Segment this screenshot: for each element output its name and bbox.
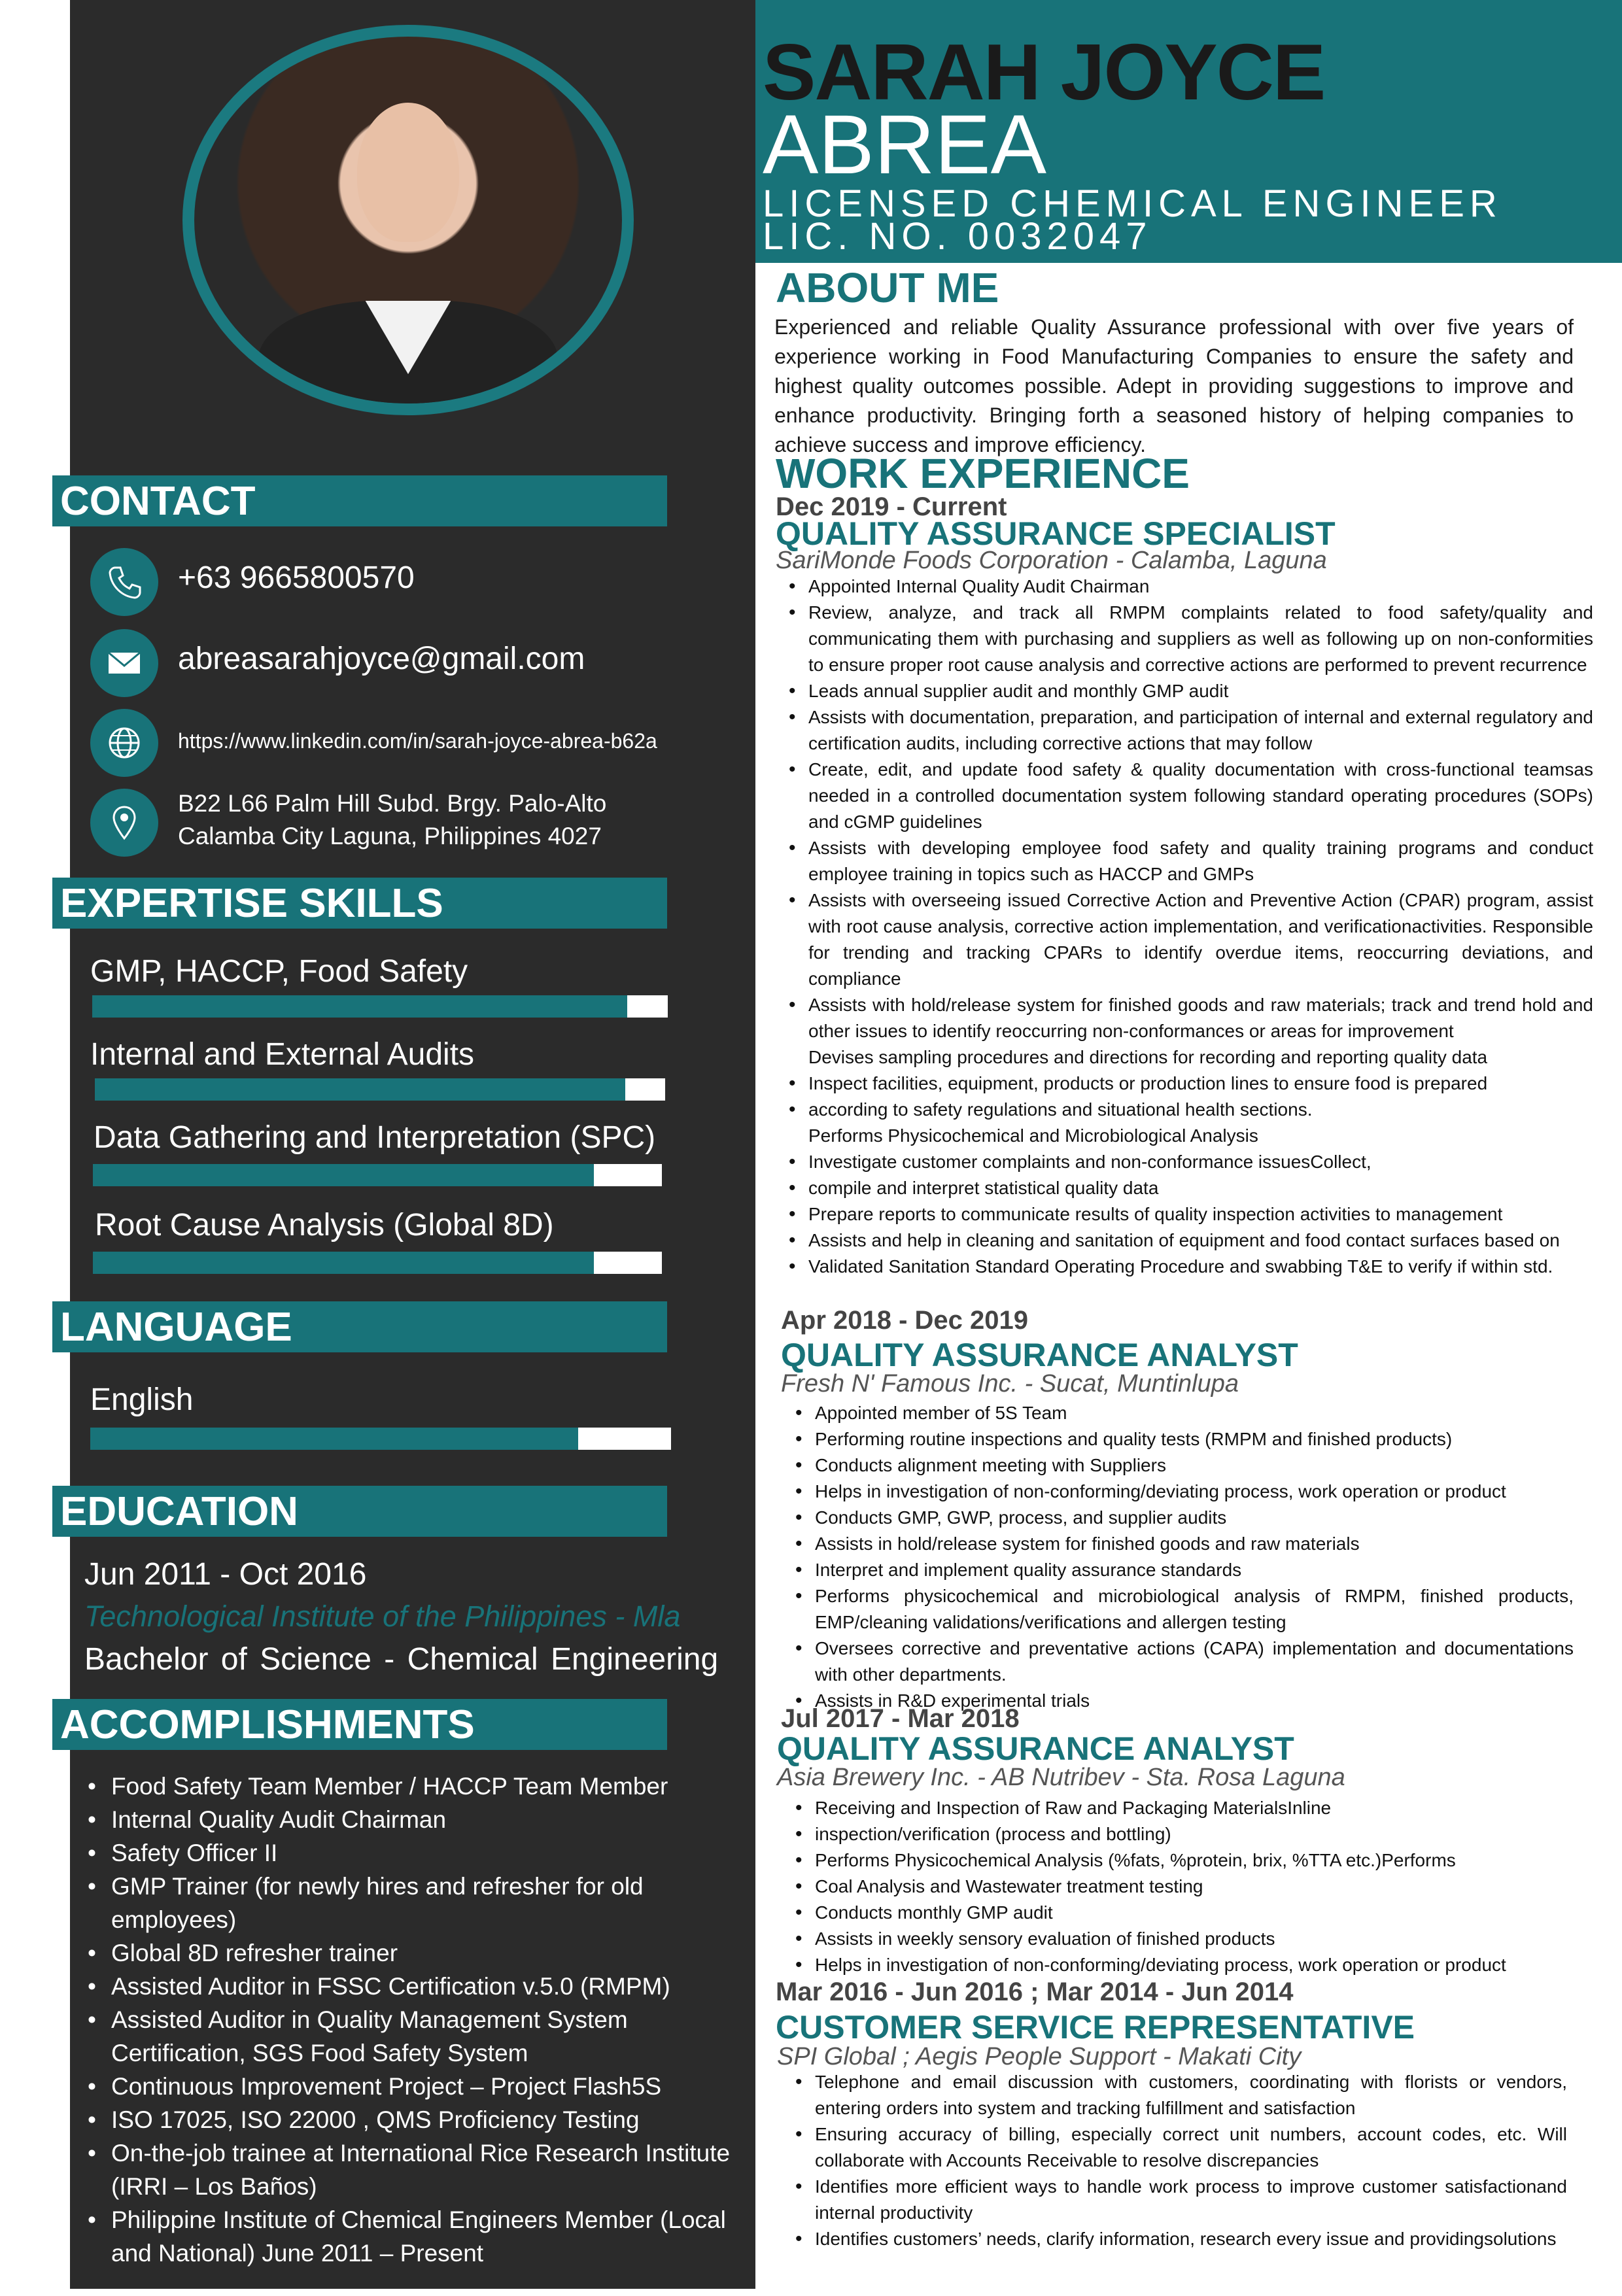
location-icon-badge [90, 789, 158, 857]
list-item: • Safety Officer II [88, 1836, 742, 1870]
profile-photo [194, 37, 622, 403]
list-item: • Inspect facilities, equipment, products or production lines to ensure food is prepared [808, 1071, 1593, 1097]
mail-icon-badge [90, 629, 158, 697]
list-item: • Assists and help in cleaning and sanitation of equipment and food contact surfaces based on [808, 1227, 1593, 1254]
list-item: • Assists with hold/release system for finished goods and raw materials; track and trend hold and other issues to identify reoccurring non-conformances or areas for improvement [808, 992, 1593, 1044]
job-duties [815, 1795, 1593, 1978]
list-item: • Assists with documentation, preparation, and participation of internal and external regulatory and certification audits, including corrective actions that may follow [808, 704, 1593, 757]
profile-photo-frame [182, 25, 634, 415]
list-item: • Conducts monthly GMP audit [815, 1900, 1593, 1926]
job-dates: Dec 2019 - Current [776, 492, 1007, 521]
accomplishments-heading: ACCOMPLISHMENTS [52, 1699, 667, 1750]
globe-icon-badge [90, 709, 158, 777]
license-number: LIC. NO. 0032047 [763, 215, 1152, 258]
skill-label: Internal and External Audits [90, 1037, 475, 1072]
list-item: • Leads annual supplier audit and monthly GMP audit [808, 678, 1593, 704]
list-item: • Appointed Internal Quality Audit Chairman [808, 574, 1593, 600]
list-item: • Identifies more efficient ways to handle work process to improve customer satisfactionand internal productivity [815, 2174, 1567, 2226]
education-degree: Bachelor of Science - Chemical Engineering [84, 1642, 719, 1677]
list-item: • Assists with overseeing issued Corrective Action and Preventive Action (CPAR) program, assist with root cause analysis, corrective action implementation, and verificationactivities. Responsible for trending and tracking CPARs to identify overdue items, reoccurring deviations, and compliance [808, 887, 1593, 992]
list-item: • Review, analyze, and track all RMPM complaints related to food safety/quality and communicating them with purchasing and suppliers as well as following up on non-conformities to ensure proper root cause analysis and corrective actions are performed to prevent recurrence [808, 600, 1593, 678]
skill-bar [92, 995, 668, 1018]
list-item: • Validated Sanitation Standard Operating Procedure and swabbing T&E to verify if within std. [808, 1254, 1593, 1280]
phone-icon [105, 562, 144, 602]
list-item: • Prepare reports to communicate results of quality inspection activities to management [808, 1201, 1593, 1227]
phone-number[interactable]: +63 9665800570 [178, 560, 415, 595]
list-item: • Performs Physicochemical Analysis (%fats, %protein, brix, %TTA etc.)Performs [815, 1847, 1593, 1874]
job-duties [815, 1400, 1574, 1714]
name-last: ABREA [763, 98, 1046, 192]
list-item: • Interpret and implement quality assurance standards [815, 1557, 1574, 1583]
skill-label: Data Gathering and Interpretation (SPC) [94, 1120, 656, 1155]
education-heading: EDUCATION [52, 1486, 667, 1537]
list-item: • Assists with developing employee food safety and quality training programs and conduct employee training in topics such as HACCP and GMPs [808, 835, 1593, 887]
skill-bar [93, 1164, 662, 1186]
linkedin-link[interactable]: https://www.linkedin.com/in/sarah-joyce-abrea-b62a [178, 729, 657, 753]
job-dates: Jul 2017 - Mar 2018 [781, 1704, 1020, 1733]
email-link[interactable]: abreasarahjoyce@gmail.com [178, 642, 585, 676]
address-line-2: Calamba City Laguna, Philippines 4027 [178, 823, 602, 849]
about-text: Experienced and reliable Quality Assurance professional with over five years of experience working in Food Manufacturing Companies to ensure the safety and highest quality outcomes possible. Adept in providing suggestions to improve and enhance productivity. Bringing forth a seasoned history of helping companies to achieve success and improve efficiency. [774, 315, 1574, 456]
list-item: • Helps in investigation of non-conforming/deviating process, work operation or product [815, 1952, 1593, 1978]
list-item: • Appointed member of 5S Team [815, 1400, 1574, 1426]
list-item: • Assists in R&D experimental trials [815, 1688, 1574, 1714]
language-bar-fill [90, 1428, 578, 1450]
list-item: • Assists in hold/release system for finished goods and raw materials [815, 1531, 1574, 1557]
job-company: SariMonde Foods Corporation - Calamba, Laguna [776, 547, 1327, 574]
job-company: SPI Global ; Aegis People Support - Makati City [777, 2043, 1302, 2070]
skill-bar [93, 1252, 662, 1274]
list-item: • Conducts GMP, GWP, process, and supplier audits [815, 1505, 1574, 1531]
list-item: • Performs physicochemical and microbiological analysis of RMPM, finished products, EMP/cleaning validations/verifications and allergen testing [815, 1583, 1574, 1636]
list-item: Devises sampling procedures and directions for recording and reporting quality data [808, 1047, 1488, 1067]
photo-face [357, 103, 460, 242]
list-item: • Food Safety Team Member / HACCP Team Member [88, 1770, 742, 1803]
skill-label: Root Cause Analysis (Global 8D) [95, 1208, 554, 1242]
list-item: • Performing routine inspections and quality tests (RMPM and finished products) [815, 1426, 1574, 1452]
skill-bar-fill [93, 1252, 594, 1274]
list-item: • Receiving and Inspection of Raw and Packaging MaterialsInline [815, 1795, 1593, 1821]
list-item: • Continuous Improvement Project – Project Flash5S [88, 2070, 742, 2103]
location-pin-icon [105, 803, 144, 842]
list-item: • Telephone and email discussion with customers, coordinating with florists or vendors, entering orders into system and tracking fulfillment and satisfaction [815, 2069, 1567, 2121]
contact-heading: CONTACT [52, 475, 667, 526]
list-item: • Assisted Auditor in FSSC Certification v.5.0 (RMPM) [88, 1970, 742, 2003]
list-item: • Helps in investigation of non-conforming/deviating process, work operation or product [815, 1479, 1574, 1505]
job-duties [808, 574, 1593, 1280]
list-item: • Philippine Institute of Chemical Engineers Member (Local and National) June 2011 – Present [88, 2203, 742, 2270]
work-heading: WORK EXPERIENCE [776, 450, 1190, 497]
list-item: Performs Physicochemical and Microbiological Analysis [808, 1125, 1258, 1146]
language-label: English [90, 1382, 194, 1417]
list-item: • according to safety regulations and situational health sections. [808, 1097, 1593, 1123]
about-heading: ABOUT ME [776, 264, 999, 311]
list-item: • inspection/verification (process and bottling) [815, 1821, 1593, 1847]
job-company: Asia Brewery Inc. - AB Nutribev - Sta. Rosa Laguna [777, 1764, 1345, 1791]
list-item: • ISO 17025, ISO 22000 , QMS Proficiency Testing [88, 2103, 742, 2136]
list-item: • Assists in weekly sensory evaluation of finished products [815, 1926, 1593, 1952]
list-item: • Identifies customers’ needs, clarify information, research every issue and providingsolutions [815, 2226, 1567, 2252]
list-item: • Global 8D refresher trainer [88, 1936, 742, 1970]
list-item: • Ensuring accuracy of billing, especially correct unit numbers, account codes, etc. Will collaborate with Accounts Receivable to resolve discrepancies [815, 2121, 1567, 2174]
profession-title: LICENSED CHEMICAL ENGINEER [763, 182, 1502, 225]
accomplishments-list [88, 1770, 742, 2270]
skills-heading: EXPERTISE SKILLS [52, 878, 667, 929]
mail-icon [105, 643, 144, 683]
list-item: • Create, edit, and update food safety & quality documentation with cross-functional teamsas needed in a controlled documentation system following standard operating procedures (SOPs) and cGMP guidelines [808, 757, 1593, 835]
address-line-1: B22 L66 Palm Hill Subd. Brgy. Palo-Alto [178, 790, 607, 817]
language-heading: LANGUAGE [52, 1301, 667, 1352]
list-item: • Conducts alignment meeting with Suppliers [815, 1452, 1574, 1479]
list-item: • Investigate customer complaints and non-conformance issuesCollect, [808, 1149, 1593, 1175]
list-item: • Coal Analysis and Wastewater treatment testing [815, 1874, 1593, 1900]
list-item: • GMP Trainer (for newly hires and refresher for old employees) [88, 1870, 742, 1936]
list-item: • Oversees corrective and preventative actions (CAPA) implementation and documentations with other departments. [815, 1636, 1574, 1688]
list-item: • Internal Quality Audit Chairman [88, 1803, 742, 1836]
job-title: QUALITY ASSURANCE SPECIALIST [776, 515, 1336, 552]
job-dates: Apr 2018 - Dec 2019 [781, 1306, 1029, 1335]
education-school: Technological Institute of the Philippines - Mla [84, 1600, 681, 1633]
skill-bar [95, 1078, 665, 1101]
job-title: QUALITY ASSURANCE ANALYST [781, 1337, 1298, 1373]
language-bar [90, 1428, 671, 1450]
list-item: • Assisted Auditor in Quality Management System Certification, SGS Food Safety System [88, 2003, 742, 2070]
education-dates: Jun 2011 - Oct 2016 [84, 1557, 367, 1592]
list-item: • compile and interpret statistical quality data [808, 1175, 1593, 1201]
job-duties [815, 2069, 1567, 2252]
globe-icon [105, 723, 144, 762]
skill-bar-fill [95, 1078, 625, 1101]
job-dates: Mar 2016 - Jun 2016 ; Mar 2014 - Jun 2014 [776, 1978, 1294, 2006]
job-title: CUSTOMER SERVICE REPRESENTATIVE [776, 2009, 1415, 2046]
skill-bar-fill [93, 1164, 594, 1186]
list-item: • On-the-job trainee at International Rice Research Institute (IRRI – Los Baños) [88, 2136, 742, 2203]
phone-icon-badge [90, 548, 158, 616]
job-company: Fresh N' Famous Inc. - Sucat, Muntinlupa [781, 1370, 1239, 1397]
skill-label: GMP, HACCP, Food Safety [90, 954, 468, 989]
job-title: QUALITY ASSURANCE ANALYST [777, 1730, 1294, 1767]
name-first: SARAH JOYCE [763, 27, 1325, 116]
skill-bar-fill [92, 995, 627, 1018]
